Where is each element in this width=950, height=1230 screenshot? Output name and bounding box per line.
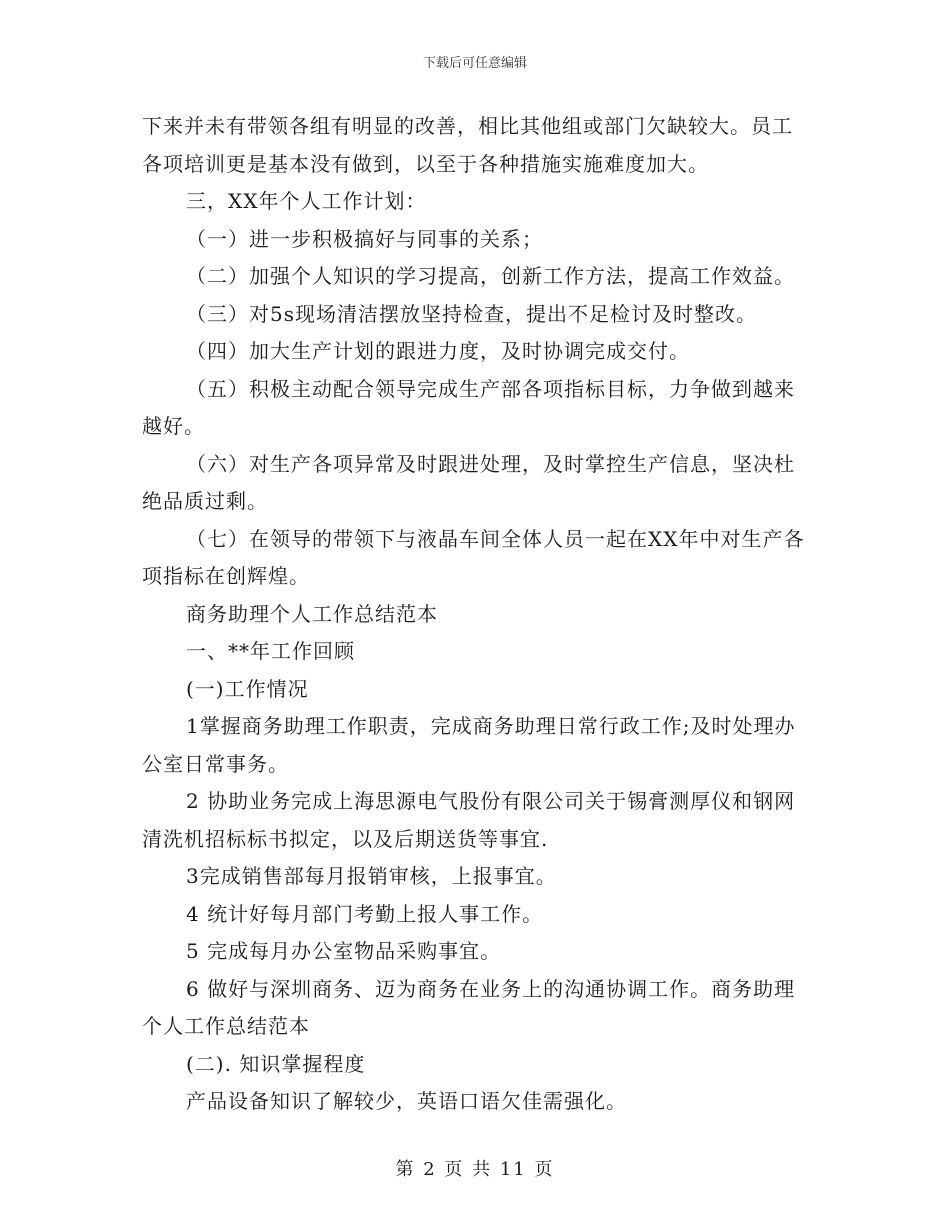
plan-item: （一）进一步积极搞好与同事的关系； [186,226,543,251]
work-item: 3完成销售部每月报销审核，上报事宜。 [186,864,557,888]
plan-item: （七）在领导的带领下与液晶车间全体人员一起在XX年中对生产各项指标在创辉煌。 [142,526,805,588]
section-heading: 三，XX年个人工作计划： [186,189,427,213]
subsection-heading: (一)工作情况 [186,676,309,701]
page-header: 下载后可任意编辑 [422,56,527,71]
work-item: 2 协助业务完成上海思源电气股份有限公司关于锡膏测厚仪和钢网清洗机招标标书拟定，以及后期送货等事宜. [142,789,796,851]
work-item: 6 做好与深圳商务、迈为商务在业务上的沟通协调工作。商务助理个人工作总结范本 [142,976,796,1038]
plan-item: （六）对生产各项异常及时跟进处理，及时掌控生产信息，坚决杜绝品质过剩。 [142,451,795,513]
plan-item: （四）加大生产计划的跟进力度，及时协调完成交付。 [186,339,690,363]
plan-item: （三）对5s现场清洁摆放坚持检查，提出不足检讨及时整改。 [186,301,757,326]
work-item: 1掌握商务助理工作职责，完成商务助理日常行政工作;及时处理办公室日常事务。 [142,714,796,776]
work-item: 4 统计好每月部门考勤上报人事工作。 [186,901,544,926]
paragraph: 产品设备知识了解较少，英语口语欠佳需强化。 [186,1089,627,1113]
page-number: 第 2 页 共 11 页 [395,1159,555,1180]
work-item: 5 完成每月办公室物品采购事宜。 [186,939,502,963]
paragraph: 下来并未有带领各组有明显的改善，相比其他组或部门欠缺较大。员工各项培训更是基本没有做到，以至于各种措施实施难度加大。 [142,114,793,176]
document-body [142,108,812,1121]
document-title: 商务助理个人工作总结范本 [186,601,438,626]
subsection-heading: (二). 知识掌握程度 [186,1051,366,1076]
plan-item: （五）积极主动配合领导完成生产部各项指标目标，力争做到越来越好。 [142,376,795,438]
plan-item: （二）加强个人知识的学习提高，创新工作方法，提高工作效益。 [186,264,795,288]
section-heading: 一、**年工作回顾 [186,639,355,663]
